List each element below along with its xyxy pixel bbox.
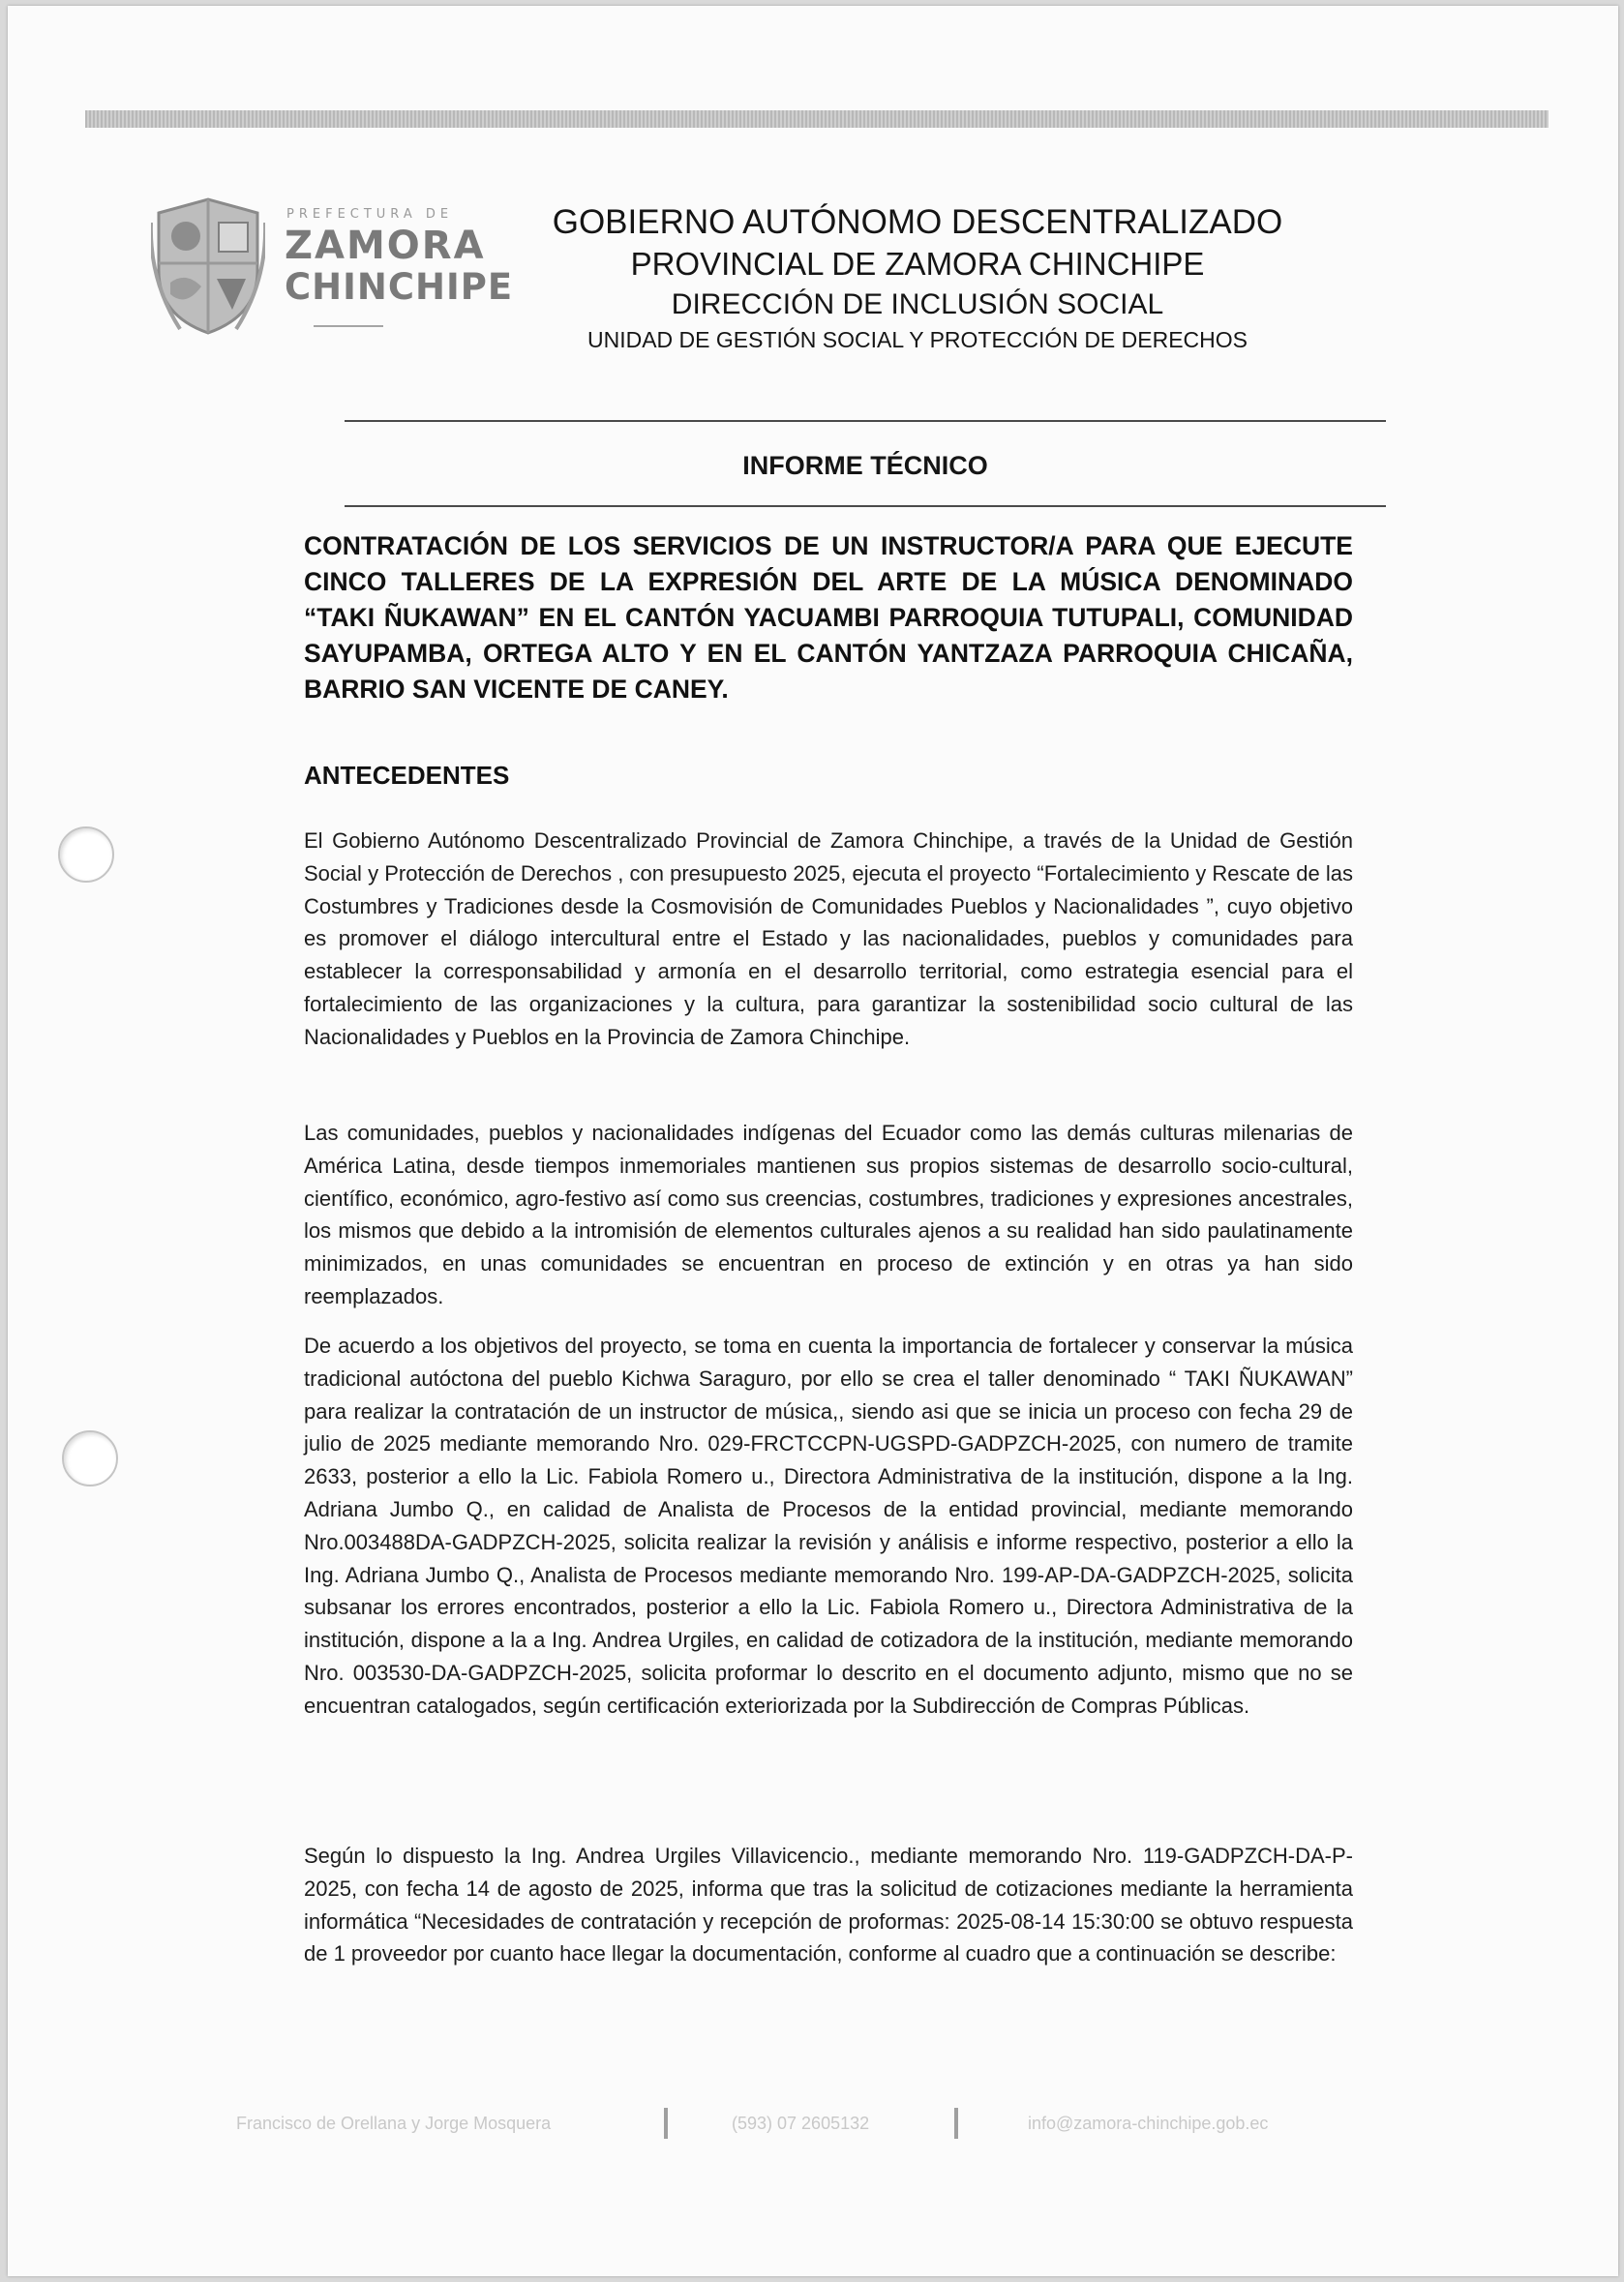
prefectura-logo [151, 188, 521, 352]
footer-separator [954, 2108, 958, 2139]
punch-hole [62, 1430, 118, 1486]
section-heading-antecedentes: ANTECEDENTES [304, 761, 510, 790]
footer-address: Francisco de Orellana y Jorge Mosquera [236, 2114, 552, 2133]
header-line-1: GOBIERNO AUTÓNOMO DESCENTRALIZADO [552, 203, 1283, 241]
divider-top [345, 420, 1386, 422]
report-main-title: CONTRATACIÓN DE LOS SERVICIOS DE UN INSTRUCTOR/A PARA QUE EJECUTE CINCO TALLERES DE LA EXPRESIÓN DEL ARTE DE LA MÚSICA DENOMINADO “TAKI ÑUKAWAN” EN EL CANTÓN YACUAMBI PARROQUIA TUTUPALI, COMUNIDAD SAYUPAMBA, ORTEGA ALTO Y EN EL CANTÓN YANTZAZA PARROQUIA CHICAÑA, BARRIO SAN VICENTE DE CANEY. [304, 531, 1353, 704]
paragraph: Las comunidades, pueblos y nacionalidades indígenas del Ecuador como las demás culturas milenarias de América Latina, desde tiempos inmemoriales mantienen sus propios sistemas de desarrollo socio-cultural, científico, económico, agro-festivo así como sus creencias, costumbres, tradiciones y expresiones ancestrales, los mismos que debido a la intromisión de elementos culturales ajenos a su realidad han sido paulatinamente minimizados, en unas comunidades se encuentran en proceso de extinción y en otras ya han sido reemplazados. [304, 1121, 1353, 1308]
punch-hole [58, 826, 114, 883]
header-line-2: PROVINCIAL DE ZAMORA CHINCHIPE [630, 246, 1205, 282]
header-line-3: DIRECCIÓN DE INCLUSIÓN SOCIAL [671, 288, 1164, 320]
paragraph: El Gobierno Autónomo Descentralizado Provincial de Zamora Chinchipe, a través de la Unidad de Gestión Social y Protección de Derechos , con presupuesto 2025, ejecuta el proyecto “Fortalecimiento y Rescate de las Costumbres y Tradiciones desde la Cosmovisión de Comunidades Pueblos y Nacionalidades ”, cuyo objetivo es promover el diálogo intercultural entre el Estado y las nacionalidades, pueblos y comunidades para establecer la corresponsabilidad y armonía en el desarrollo territorial, como estrategia esencial para el fortalecimiento de las organizaciones y la cultura, para garantizar la sostenibilidad socio cultural de las Nacionalidades y Pueblos en la Provincia de Zamora Chinchipe. [304, 828, 1353, 1049]
logo-prefix: PREFECTURA DE [286, 207, 454, 222]
document-page [8, 6, 1618, 2276]
logo-underline [314, 325, 383, 327]
divider-bottom [345, 505, 1386, 507]
coat-of-arms-icon [151, 194, 265, 339]
report-type-title: INFORME TÉCNICO [742, 451, 988, 480]
scan-top-band [85, 110, 1549, 128]
paragraph: De acuerdo a los objetivos del proyecto, se toma en cuenta la importancia de fortalecer y conservar la música tradicional autóctona del pueblo Kichwa Saraguro, por ello se crea el taller denominado “ TAKI ÑUKAWAN” para realizar la contratación de un instructor de música,, siendo asi que se inicia un proceso con fecha 29 de julio de 2025 mediante memorando Nro. 029-FRCTCCPN-UGSPD-GADPZCH-2025, con numero de tramite 2633, posterior a ello la Lic. Fabiola Romero u., Directora Administrativa de la institución, dispone a la Ing. Adriana Jumbo Q., en calidad de Analista de Procesos de la entidad provincial, mediante memorando Nro.003488DA-GADPZCH-2025, solicita realizar la revisión y análisis e informe respectivo, posterior a ello la Ing. Adriana Jumbo Q., Analista de Procesos mediante memorando Nro. 199-AP-DA-GADPZCH-2025, solicita subsanar los errores encontrados, posterior a ello la Lic. Fabiola Romero u., Directora Administrativa de la institución, dispone a la a Ing. Andrea Urgiles, en calidad de cotizadora de la institución, mediante memorando Nro. 003530-DA-GADPZCH-2025, solicita proformar lo descrito en el documento adjunto, mismo que no se encuentran catalogados, según certificación exteriorizada por la Subdirección de Compras Públicas. [304, 1334, 1353, 1718]
footer-separator [664, 2108, 668, 2139]
footer-email: info@zamora-chinchipe.gob.ec [1028, 2114, 1269, 2133]
paragraph: Según lo dispuesto la Ing. Andrea Urgiles Villavicencio., mediante memorando Nro. 119-GADPZCH-DA-P-2025, con fecha 14 de agosto de 2025, informa que tras la solicitud de cotizaciones mediante la herramienta informática “Necesidades de contratación y recepción de proformas: 2025-08-14 15:30:00 se obtuvo respuesta de 1 proveedor por cuanto hace llegar la documentación, conforme al cuadro que a continuación se describe: [304, 1844, 1353, 1967]
footer-phone: (593) 07 2605132 [732, 2114, 870, 2133]
logo-name-line1: ZAMORA [285, 224, 486, 268]
header-line-4: UNIDAD DE GESTIÓN SOCIAL Y PROTECCIÓN DE DERECHOS [586, 327, 1248, 352]
logo-name-line2: CHINCHIPE [285, 266, 514, 308]
